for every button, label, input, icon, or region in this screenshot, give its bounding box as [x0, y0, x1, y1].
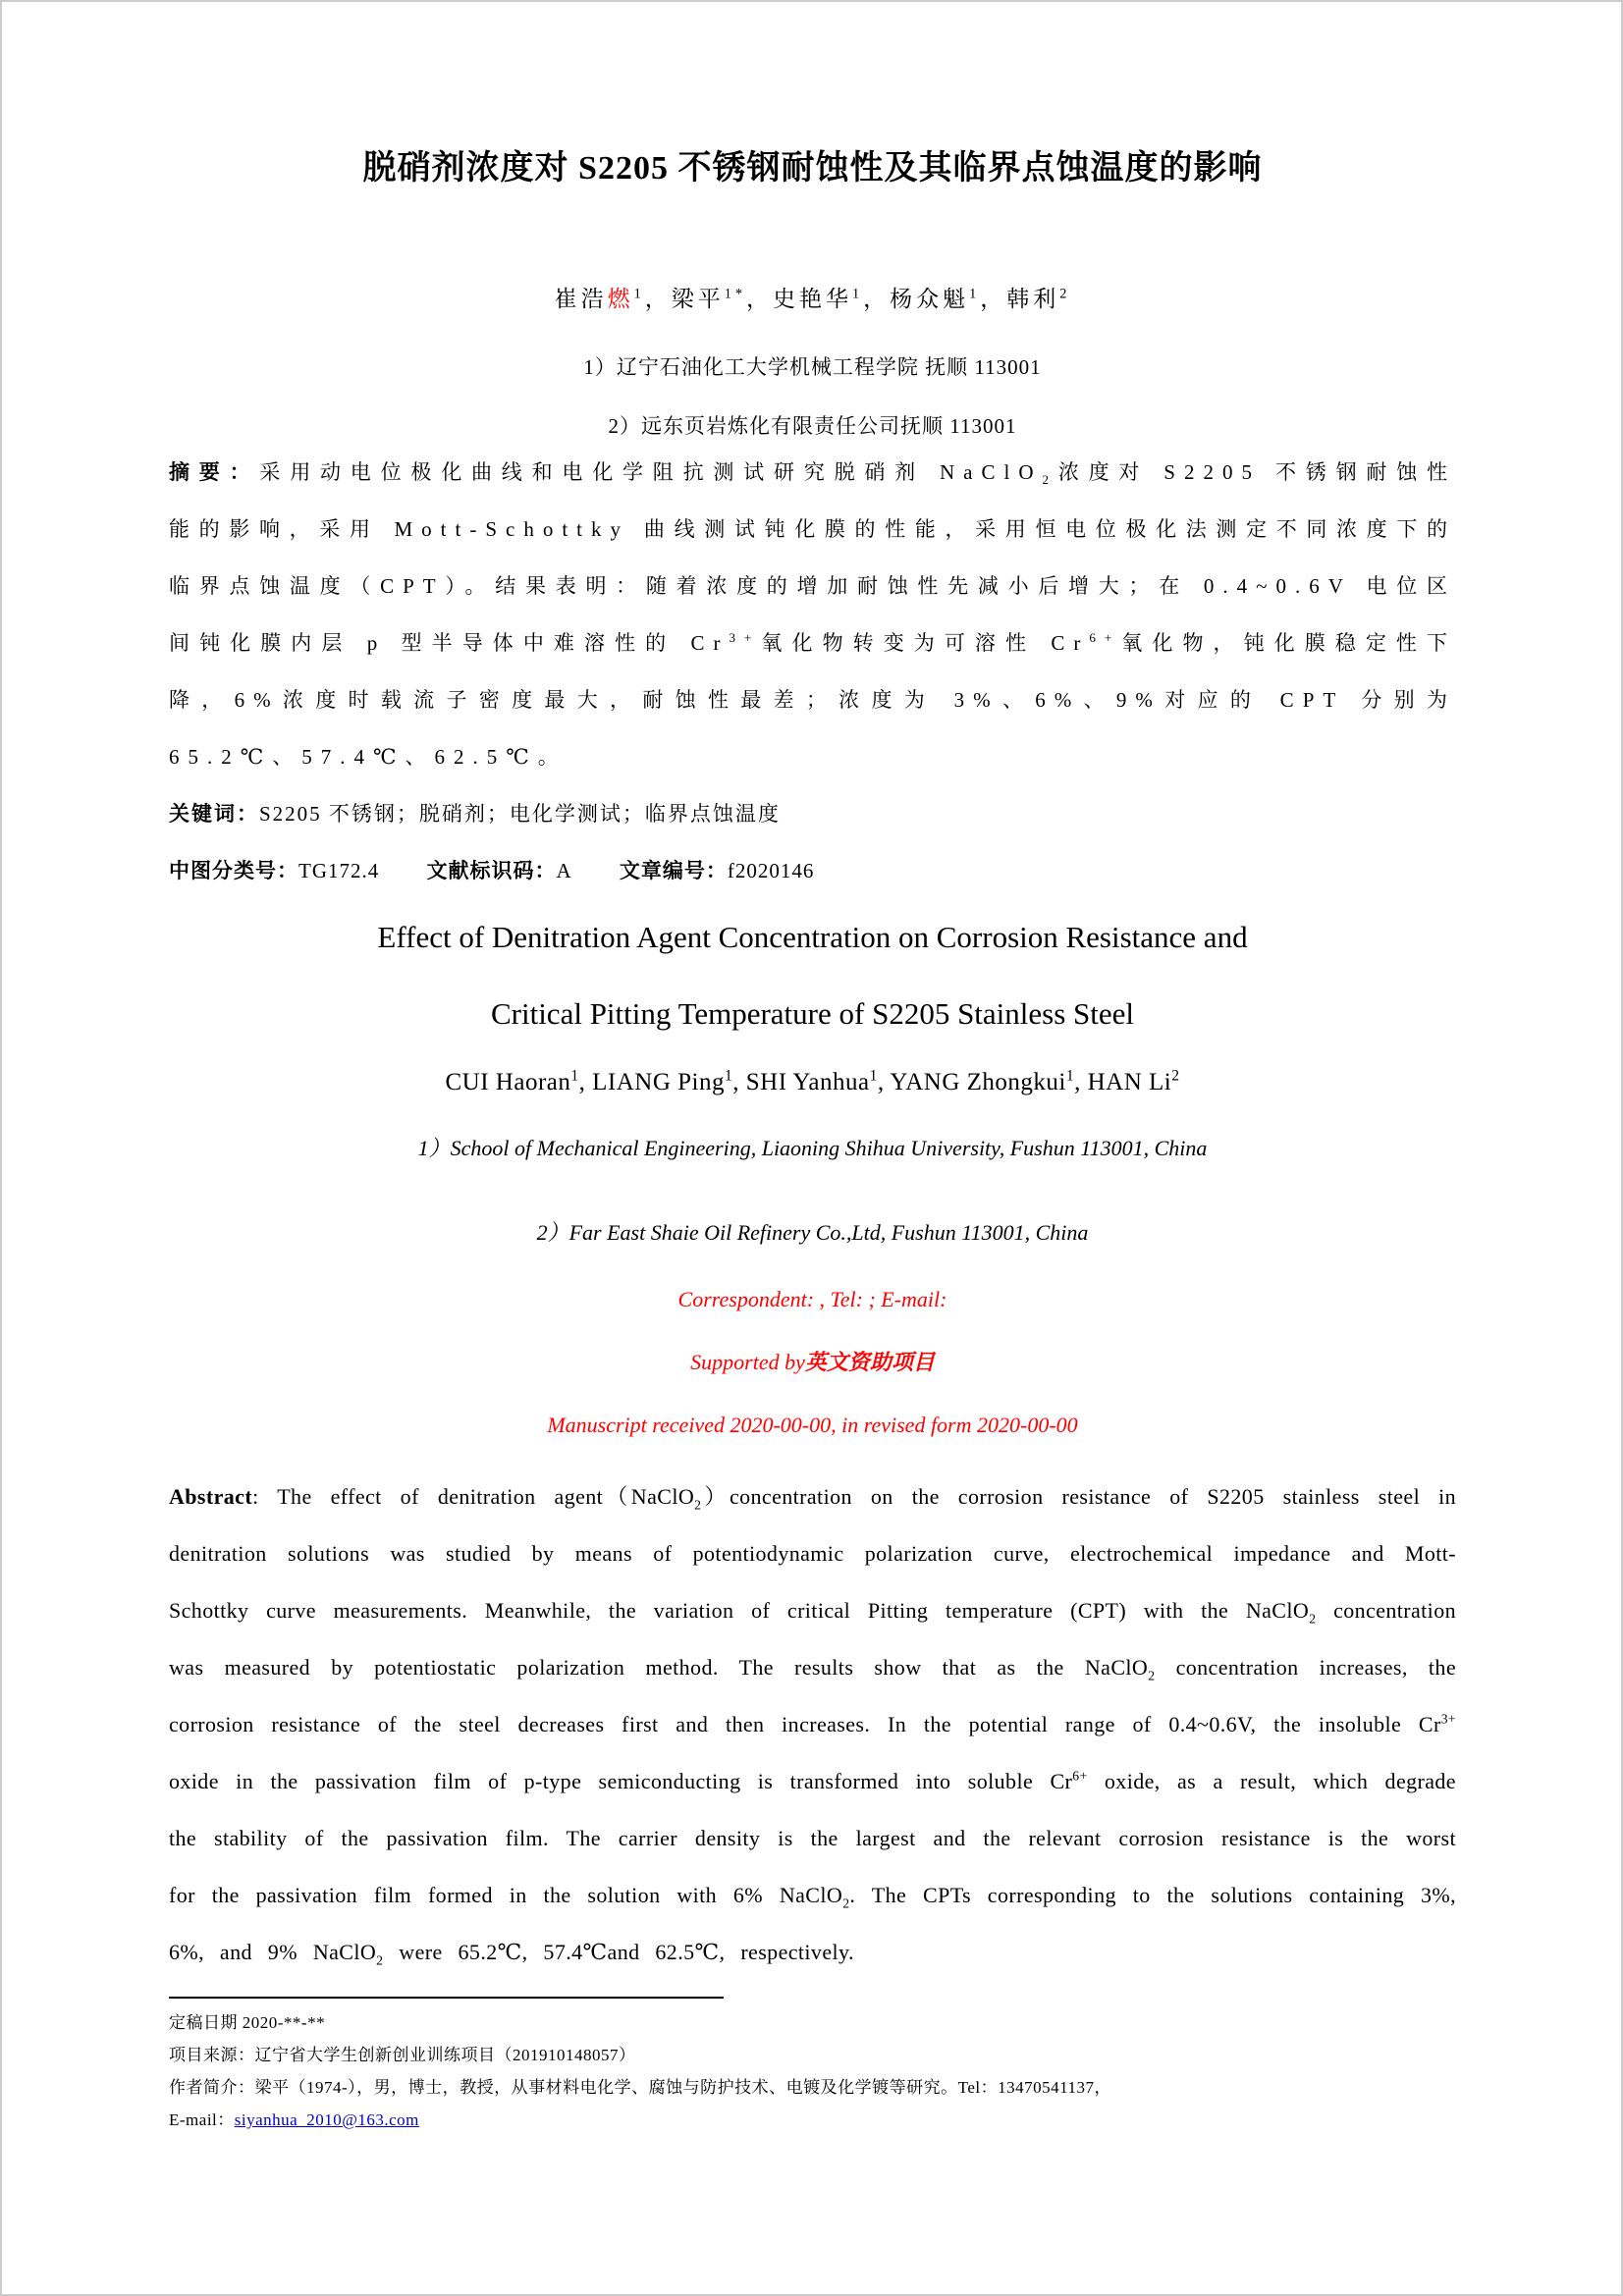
correspondent-line: Correspondent: , Tel: ; E-mail: [677, 1287, 947, 1311]
cn-title: 脱硝剂浓度对 S2205 不锈钢耐蚀性及其临界点蚀温度的影响 [362, 150, 1263, 187]
manuscript-received-line: Manuscript received 2020-00-00, in revised form 2020-00-00 [547, 1413, 1078, 1437]
supported-by-line: Supported by英文资助项目 [690, 1350, 935, 1374]
en-affiliation-2: 2）Far East Shaie Oil Refinery Co.,Ltd, Fushun 113001, China [536, 1220, 1089, 1245]
footnote-divider [169, 1997, 724, 1999]
cn-keywords-label: 关键词： [169, 802, 259, 826]
article-id-label: 文章编号： [619, 859, 728, 882]
footnote-block [169, 1997, 1456, 2136]
en-abstract: Abstract: The effect of denitration agent（NaClO$_2$）concentration on the corrosion resistance of S2205 stainless steel in denitration solutions was studied by means of potentiodynamic polarization curve, electrochemical impedance and Mott-Schottky curve measurements. Meanwhile, the variation of critical Pitting temperature (CPT) with the NaClO$_2$ concentration was measured by potentiostatic polarization method. The results show that as the NaClO$_2$ concentration increases, the corrosion resistance of the steel decreases first and then increases. In the potential range of 0.4~0.6V, the insoluble $Cr^{3+}$ oxide in the passivation film of p-type semiconducting is transformed into soluble $Cr^{6+}$ oxide, as a result, which degrade the stability of the passivation film. The carrier density is the largest and the relevant corrosion resistance is the worst for the passivation film formed in the solution with 6% NaClO$_2$. The CPTs corresponding to the solutions containing 3%, 6%, and 9% NaClO$_2$ were 65.2℃, 57.4℃and 62.5℃, respectively. [169, 1484, 1457, 1968]
cn-affiliation-2: 2）远东页岩炼化有限责任公司抚顺 113001 [608, 414, 1017, 438]
en-author-list: CUI Haoran$^1$, LIANG Ping$^1$, SHI Yanhua$^1$, YANG Zhongkui$^1$, HAN Li$^2$ [445, 1067, 1180, 1095]
cn-keywords-text: S2205 不锈钢；脱硝剂；电化学测试；临界点蚀温度 [259, 802, 781, 826]
footnote-finalized-date: 定稿日期 2020-**-** [169, 2013, 326, 2032]
clc-value: TG172.4 [298, 859, 380, 882]
footnote-project-source: 项目来源：辽宁省大学生创新创业训练项目（201910148057） [169, 2046, 636, 2064]
cn-affiliation-1: 1）辽宁石油化工大学机械工程学院 抚顺 113001 [583, 355, 1042, 379]
email-link[interactable]: siyanhua_2010@163.com [234, 2110, 419, 2129]
en-affiliation-1: 1）School of Mechanical Engineering, Liaoning Shihua University, Fushun 113001, China [417, 1136, 1208, 1160]
en-title-line1: Effect of Denitration Agent Concentration on Corrosion Resistance and [377, 920, 1248, 954]
article-id-value: f2020146 [727, 859, 815, 882]
email-label: E-mail： [169, 2110, 235, 2129]
doc-code-value: A [556, 859, 572, 882]
en-title [169, 899, 1456, 1052]
en-title-line2: Critical Pitting Temperature of S2205 Stainless Steel [490, 996, 1135, 1031]
footnote-author-bio: 作者简介：梁平（1974-），男，博士，教授，从事材料电化学、腐蚀与防护技术、电镀及化学镀等研究。Tel：13470541137， [169, 2078, 1111, 2097]
cn-keywords [169, 785, 1456, 842]
cn-classification-line [169, 842, 1456, 899]
clc-label: 中图分类号： [169, 859, 298, 882]
footnote-email-line [169, 2104, 1456, 2136]
cn-author-list: 崔浩燃$^1$，梁平$^{1*}$，史艳华$^1$，杨众魁$^1$，韩利$^2$ [554, 286, 1071, 311]
cn-abstract: 摘要：采用动电位极化曲线和电化学阻抗测试研究脱硝剂 NaClO$_2$浓度对 S2205 不锈钢耐蚀性能的影响，采用 Mott-Schottky 曲线测试钝化膜的性能，采用恒电位极化法测定不同浓度下的临界点蚀温度（CPT）。结果表明：随着浓度的增加耐蚀性先减小后增大；在 0.4~0.6V 电位区间钝化膜内层 p 型半导体中难溶性的 $Cr^{3+}$氧化物转变为可溶性 $Cr^{6+}$氧化物，钝化膜稳定性下降，6%浓度时载流子密度最大，耐蚀性最差；浓度为 3%、6%、9%对应的 CPT 分别为 65.2℃、57.4℃、62.5℃。 [169, 460, 1456, 769]
doc-code-label: 文献标识码： [426, 859, 557, 882]
